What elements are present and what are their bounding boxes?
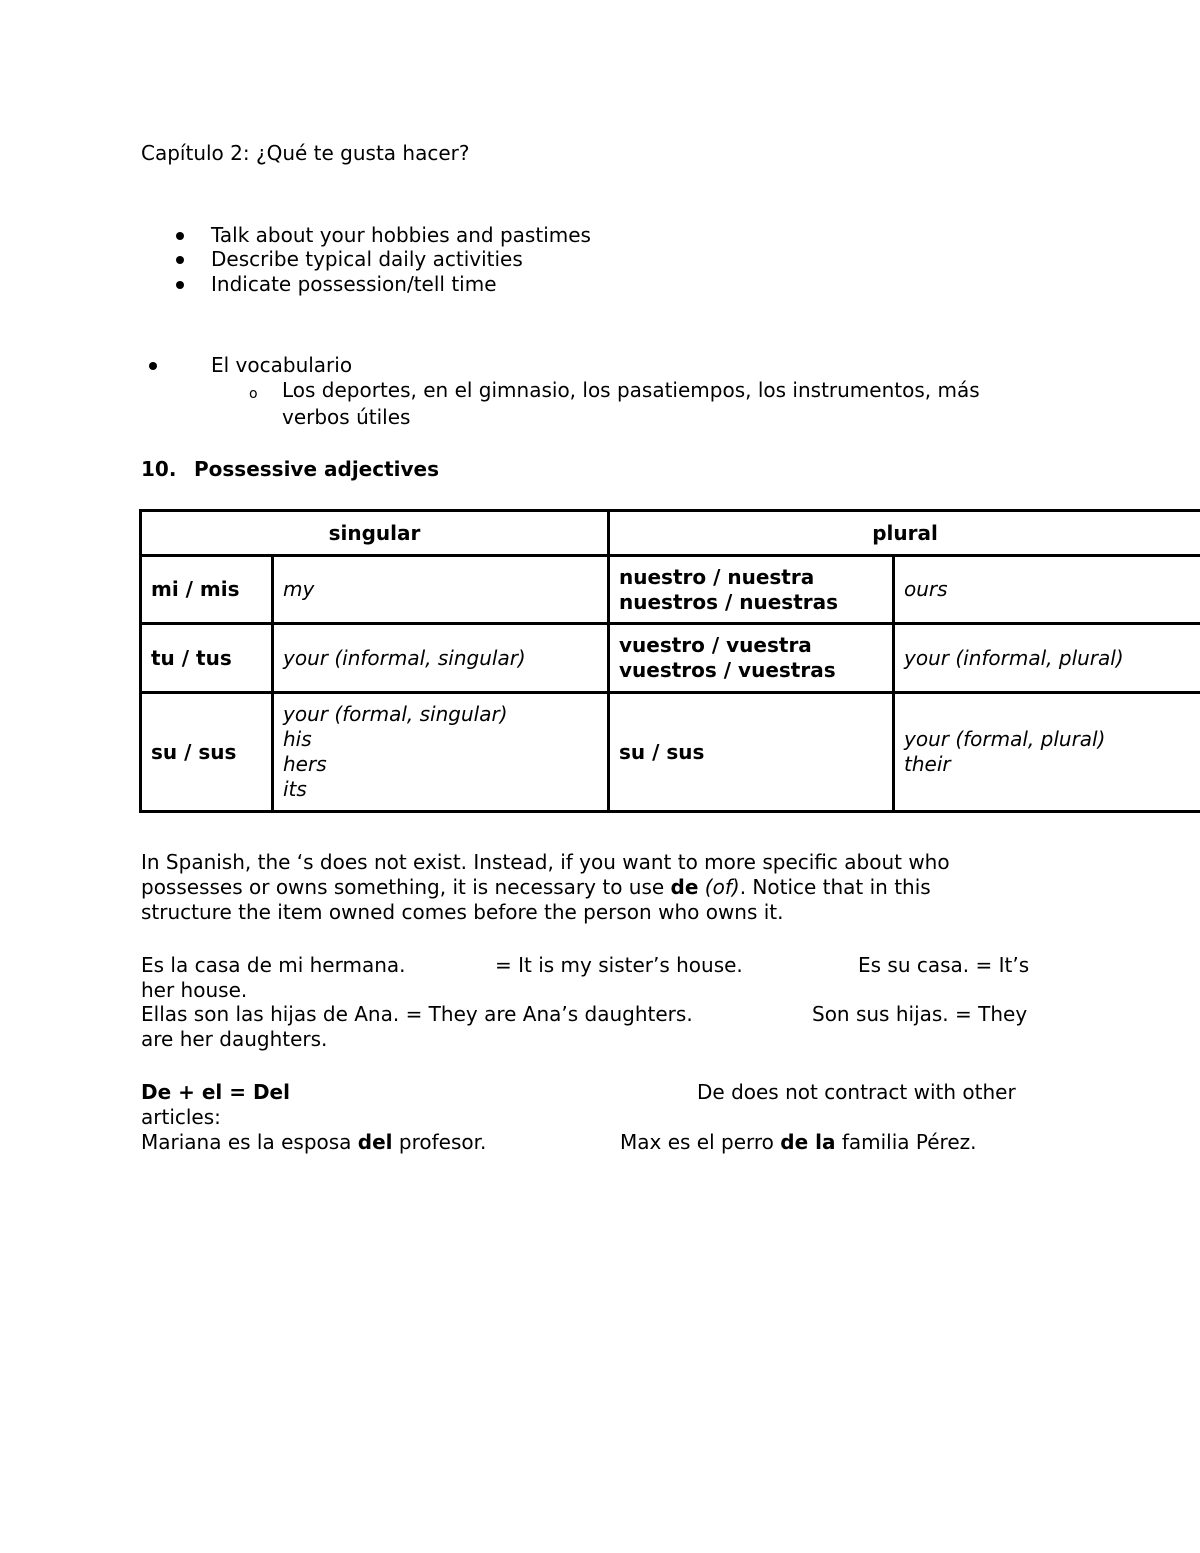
list-item: Describe typical daily activities [211,247,523,271]
section-number: 10. [141,457,177,481]
explanation-line: possesses or owns something, it is necessary to use de (of). Notice that in this [141,875,931,899]
table-row [141,556,1200,624]
example-sentence: Ellas son las hijas de Ana. = They are Ana’s daughters. [141,1002,693,1026]
possessive-adjectives-table [139,509,1200,813]
example-short: Son sus hijas. = They [812,1002,1028,1026]
vocabulary-label: El vocabulario [211,353,353,377]
list-item: Talk about your hobbies and pastimes [211,223,591,247]
plural-form: nuestro / nuestra nuestros / nuestras [609,556,894,624]
contraction-note-cont: articles: [141,1105,221,1129]
explanation-line: structure the item owned comes before the person who owns it. [141,900,784,924]
example-short-cont: her house. [141,978,248,1002]
example-spanish: Es la casa de mi hermana. [141,953,406,977]
plural-form: su / sus [609,693,894,812]
vocabulary-topics: Los deportes, en el gimnasio, los pasatiempos, los instrumentos, más [282,378,980,402]
singular-form: tu / tus [141,624,273,693]
table-row [141,624,1200,693]
contraction-example: Mariana es la esposa del profesor. [141,1130,487,1154]
example-english: = It is my sister’s house. [495,953,743,977]
bullet-icon [176,281,184,289]
contraction-example: Max es el perro de la familia Pérez. [620,1130,977,1154]
singular-meaning: your (informal, singular) [273,624,609,693]
singular-form: su / sus [141,693,273,812]
singular-meaning: my [273,556,609,624]
bullet-icon [149,362,157,370]
bullet-icon [176,232,184,240]
plural-meaning: your (informal, plural) [894,624,1200,693]
singular-form: mi / mis [141,556,273,624]
example-short-cont: are her daughters. [141,1027,328,1051]
page-title: Capítulo 2: ¿Qué te gusta hacer? [141,141,470,165]
list-item: Indicate possession/tell time [211,272,497,296]
plural-meaning: your (formal, plural) their [894,693,1200,812]
singular-meaning: your (formal, singular) his hers its [273,693,609,812]
plural-meaning: ours [894,556,1200,624]
header-singular: singular [141,511,609,556]
keyword-de: de [670,875,699,899]
table-header-row [141,511,1200,556]
contraction-rule: De + el = Del [141,1080,290,1104]
section-title: Possessive adjectives [194,457,440,481]
table-row [141,693,1200,812]
vocabulary-topics-cont: verbos útiles [282,405,411,429]
contraction-note: De does not contract with other [697,1080,1016,1104]
sub-bullet-icon: o [249,386,258,402]
example-short: Es su casa. = It’s [858,953,1030,977]
header-plural: plural [609,511,1200,556]
bullet-icon [176,256,184,264]
plural-form: vuestro / vuestra vuestros / vuestras [609,624,894,693]
explanation-line: In Spanish, the ‘s does not exist. Instead, if you want to more specific about who [141,850,950,874]
